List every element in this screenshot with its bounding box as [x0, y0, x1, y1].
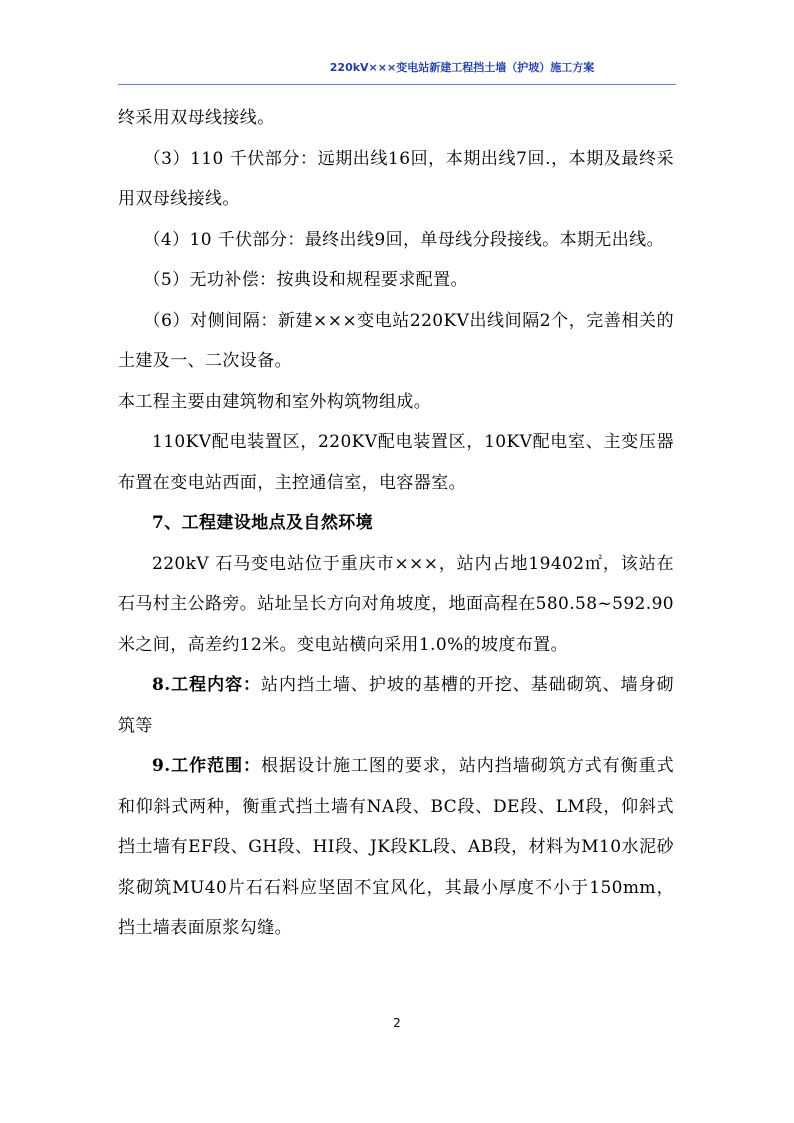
paragraph-project-composition: 本工程主要由建筑物和室外构筑物组成。: [118, 391, 432, 412]
section-heading-location: 7、工程建设地点及自然环境: [152, 513, 374, 533]
work-content-text: 站内挡土墙、护坡的基槽的开挖、基础砌筑、墙身砌筑等: [118, 675, 674, 736]
document-body: [118, 98, 674, 949]
running-header: 220kV×××变电站新建工程挡土墙（护坡）施工方案: [329, 61, 595, 74]
header-divider: [118, 84, 676, 85]
paragraph-110kv: （3）110 千伏部分：远期出线16回，本期出线7回.，本期及最终采用双母线接线。: [118, 148, 674, 209]
paragraph-continuation: 终采用双母线接线。: [118, 108, 275, 128]
paragraph-reactive-compensation: （5）无功补偿：按典设和规程要求配置。: [143, 270, 468, 290]
paragraph-10kv: （4）10 千伏部分：最终出线9回，单母线分段接线。本期无出线。: [143, 229, 664, 250]
work-scope-text: 根据设计施工图的要求，站内挡墙砌筑方式有衡重式和仰斜式两种，衡重式挡土墙有NA段、BC段、DE段、LM段，仰斜式挡土墙有EF段、GH段、HI段、JK段KL段、AB段，材料为M10水泥砂浆砌筑MU40片石石料应坚固不宜风化，其最小厚度不小于150mm，挡土墙表面原浆勾缝。: [118, 756, 674, 938]
work-content-label: 8.工程内容：: [152, 675, 262, 695]
paragraph-work-scope: [118, 746, 674, 949]
work-scope-label: 9.工作范围：: [152, 756, 262, 776]
paragraph-work-content: [118, 665, 674, 746]
page-number: 2: [393, 1016, 401, 1030]
paragraph-opposite-bay: （6）对侧间隔：新建×××变电站220KV出线间隔2个，完善相关的土建及一、二次设备。: [118, 310, 674, 371]
paragraph-layout: 110KV配电装置区，220KV配电装置区，10KV配电室、主变压器布置在变电站西面，主控通信室，电容器室。: [118, 432, 674, 493]
paragraph-location: 220kV 石马变电站位于重庆市×××，站内占地19402㎡，该站在石马村主公路旁。站址呈长方向对角坡度，地面高程在580.58~592.90米之间，高差约12米。变电站横向采用1.0%的坡度布置。: [118, 553, 675, 655]
